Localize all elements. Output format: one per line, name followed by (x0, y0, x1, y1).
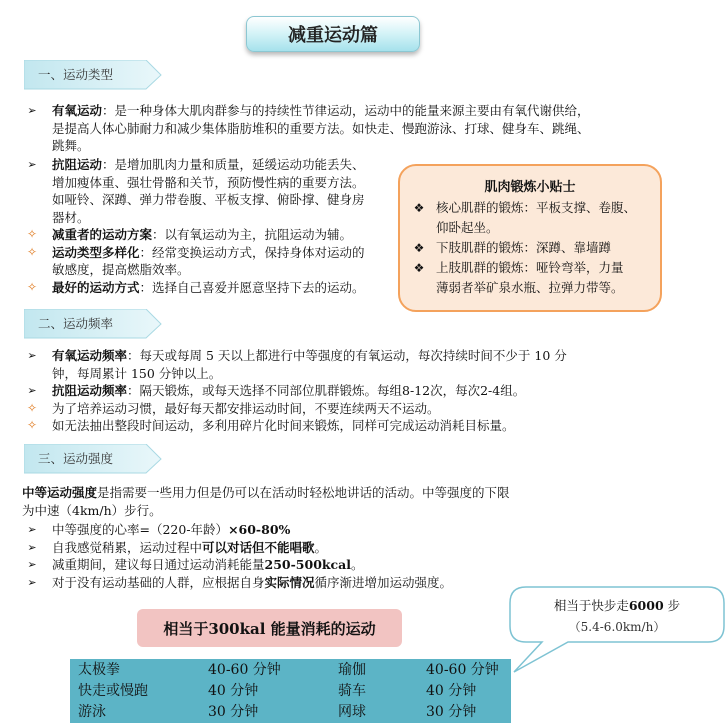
list-item: ➢ 抗阻运动频率：隔天锻炼，或每天选择不同部位肌群锻炼。每组8-12次，每次2-4组。 (22, 382, 662, 400)
list-item: ✧ 运动类型多样化：经常变换运动方式，保持身体对运动的 敏感度，提高燃脂效率。 (22, 244, 402, 279)
equivalent-activities-title: 相当于300kal 能量消耗的运动 (137, 609, 402, 647)
arrow-bullet-icon: ➢ (27, 575, 37, 589)
tips-title: 肌肉锻炼小贴士 (484, 180, 576, 195)
list-item: ✧ 最好的运动方式：选择自己喜爱并愿意坚持下去的运动。 (22, 279, 402, 297)
callout-speed: （5.4-6.0km/h） (568, 620, 666, 634)
activity-table (70, 659, 511, 723)
list-item: ➢ 减重期间，建议每日通过运动消耗能量250-500kcal。 (22, 556, 662, 574)
section-banner-types (24, 60, 162, 90)
table-row: 太极拳 40-60 分钟 瑜伽 40-60 分钟 (78, 662, 499, 678)
star-bullet-icon: ✧ (26, 227, 38, 241)
page-title: 减重运动篇 (246, 16, 420, 52)
section-title: 二、运动频率 (38, 316, 114, 331)
arrow-bullet-icon: ➢ (27, 349, 37, 362)
muscle-tips-box (398, 164, 662, 312)
list-item: ✧ 为了培养运动习惯，最好每天都安排运动时间，不要连续两天不运动。 (22, 400, 662, 418)
section-banner-intensity (24, 444, 162, 474)
intensity-definition: 中等运动强度是指需要一些用力但是仍可以在活动时轻松地讲话的活动。中等强度的下限 为中速（4km/h）步行。 (22, 485, 510, 518)
list-item: ➢ 中等强度的心率=（220-年龄）×60-80% (22, 521, 662, 539)
list-item: ❖ 核心肌群的锻炼：平板支撑、卷腹、 仰卧起坐。 (410, 198, 654, 238)
table-row: 快走或慢跑 40 分钟 骑车 40 分钟 (78, 683, 477, 699)
list-item: ➢ 自我感觉稍累，运动过程中可以对话但不能唱歌。 (22, 539, 662, 557)
arrow-bullet-icon: ➢ (27, 384, 37, 397)
list-item: ➢ 抗阻运动：是增加肌肉力量和质量，延缓运动功能丢失、 增加瘦体重、强壮骨骼和关节，预防慢性病的重要方法。 如哑铃、深蹲、弹力带卷腹、平板支撑、俯卧撑、健身房 器材。 (22, 156, 402, 226)
arrow-bullet-icon: ➢ (27, 523, 37, 536)
list-item: ❖ 下肢肌群的锻炼：深蹲、靠墙蹲 (410, 238, 654, 258)
list-item: ❖ 上肢肌群的锻炼：哑铃弯举，力量 薄弱者举矿泉水瓶、拉弹力带等。 (410, 258, 654, 298)
list-item: ➢ 对于没有运动基础的人群，应根据自身实际情况循序渐进增加运动强度。 (22, 574, 662, 592)
intensity-list (22, 521, 662, 591)
brisk-walk-callout (508, 586, 726, 676)
callout-steps: 相当于快步走6000 步 (553, 598, 681, 613)
list-item: ✧ 如无法抽出整段时间运动，多利用碎片化时间来锻炼，同样可完成运动消耗目标量。 (22, 417, 662, 435)
star-bullet-icon: ✧ (26, 400, 38, 415)
star-bullet-icon: ✧ (26, 418, 38, 432)
section-banner-frequency (24, 309, 162, 339)
section-title: 三、运动强度 (38, 451, 114, 466)
arrow-bullet-icon: ➢ (27, 540, 37, 554)
diamond-bullet-icon: ❖ (413, 261, 425, 275)
diamond-bullet-icon: ❖ (413, 201, 425, 215)
arrow-bullet-icon: ➢ (27, 158, 37, 171)
diamond-bullet-icon: ❖ (413, 241, 425, 255)
arrow-bullet-icon: ➢ (27, 558, 37, 571)
tips-list (410, 198, 654, 298)
section-title: 一、运动类型 (38, 67, 114, 82)
arrow-bullet-icon: ➢ (27, 104, 37, 117)
list-item: ➢ 有氧运动：是一种身体大肌肉群参与的持续性节律运动，运动中的能量来源主要由有氧代谢供给， 是提高人体心肺耐力和减少集体脂肪堆积的重要方法。如快走、慢跑游泳、打球、健身车、跳绳、 跳舞。 (22, 102, 642, 155)
types-list (22, 102, 642, 155)
table-row: 游泳 30 分钟 网球 30 分钟 (78, 704, 477, 720)
star-bullet-icon: ✧ (26, 244, 38, 259)
list-item: ✧ 减重者的运动方案：以有氧运动为主，抗阻运动为辅。 (22, 226, 402, 244)
star-bullet-icon: ✧ (26, 279, 38, 294)
types-list-2 (22, 156, 402, 296)
list-item: ➢ 有氧运动频率：每天或每周 5 天以上都进行中等强度的有氧运动，每次持续时间不少于 10 分 钟，每周累计 150 分钟以上。 (22, 347, 662, 382)
frequency-list (22, 347, 662, 435)
